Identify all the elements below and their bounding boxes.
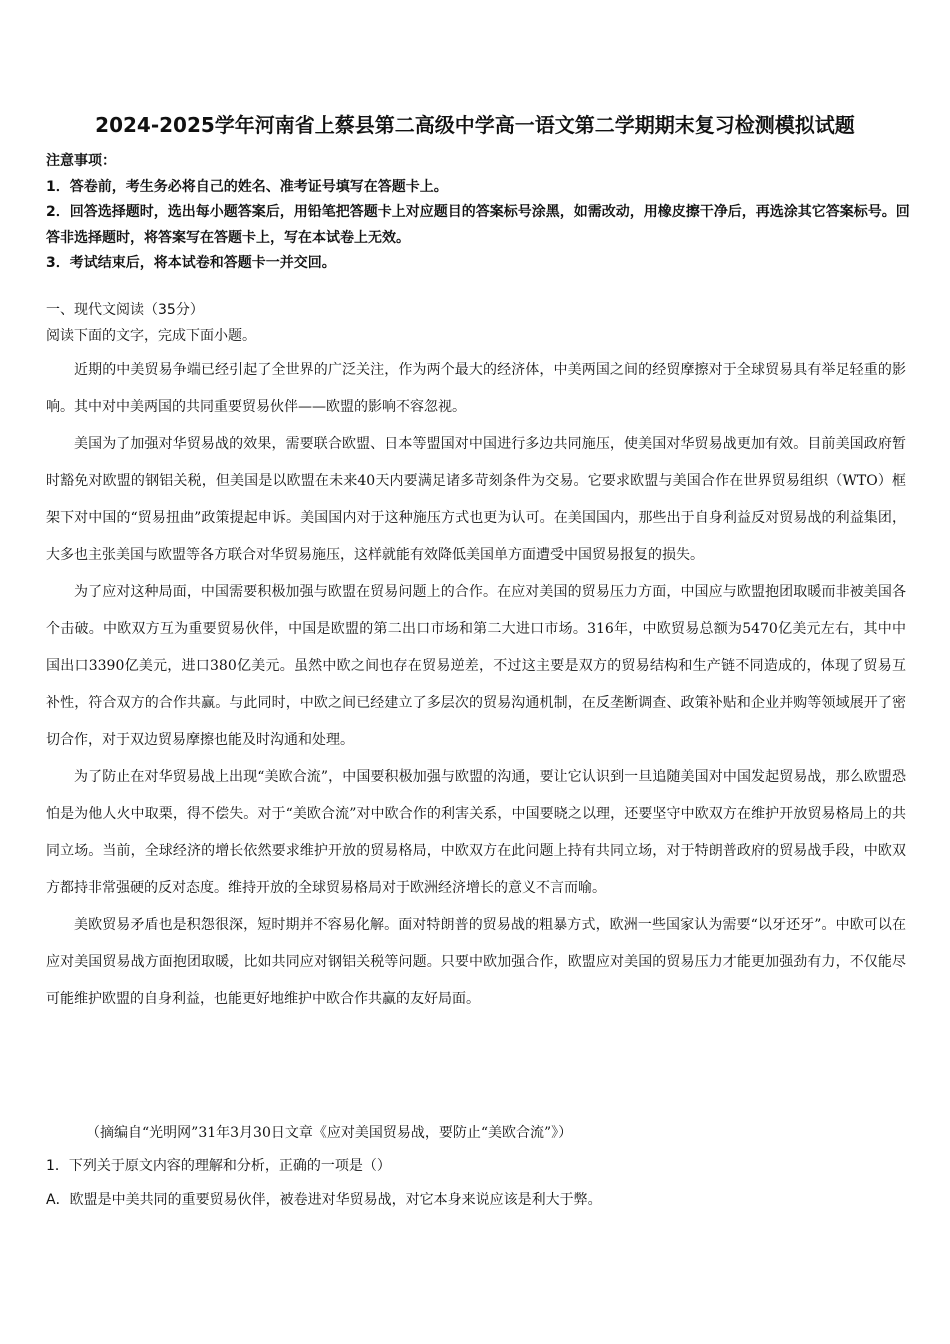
- article-body: [46, 352, 906, 1018]
- notice-item: 1．答卷前，考生务必将自己的姓名、准考证号填写在答题卡上。: [46, 178, 448, 195]
- article-paragraph: 美欧贸易矛盾也是积怨很深，短时期并不容易化解。面对特朗普的贸易战的粗暴方式，欧洲一些国家认为需要“以牙还牙”。中欧可以在应对美国贸易战方面抱团取暖，比如共同应对钢铝关税等问题。只要中欧加强合作，欧盟应对美国的贸易压力才能更加强劲有力，不仅能尽可能维护欧盟的自身利益，也能更好地维护中欧合作共赢的友好局面。: [46, 917, 906, 1007]
- article-paragraph: 近期的中美贸易争端已经引起了全世界的广泛关注，作为两个最大的经济体，中美两国之间的经贸摩擦对于全球贸易具有举足轻重的影响。其中对中美两国的共同重要贸易伙伴——欧盟的影响不容忽视。: [46, 362, 906, 415]
- article-paragraph: 美国为了加强对华贸易战的效果，需要联合欧盟、日本等盟国对中国进行多边共同施压，使美国对华贸易战更加有效。目前美国政府暂时豁免对欧盟的钢铝关税，但美国是以欧盟在未来40天内要满足诸多苛刻条件为交易。它要求欧盟与美国合作在世界贸易组织（WTO）框架下对中国的“贸易扭曲”政策提起申诉。美国国内对于这种施压方式也更为认可。在美国国内，那些出于自身利益反对贸易战的利益集团，大多也主张美国与欧盟等各方联合对华贸易施压，这样就能有效降低美国单方面遭受中国贸易报复的损失。: [46, 436, 906, 563]
- article-paragraph: 为了应对这种局面，中国需要积极加强与欧盟在贸易问题上的合作。在应对美国的贸易压力方面，中国应与欧盟抱团取暖而非被美国各个击破。中欧双方互为重要贸易伙伴，中国是欧盟的第二出口市场和第二大进口市场。316年，中欧贸易总额为5470亿美元左右，其中中国出口3390亿美元，进口380亿美元。虽然中欧之间也存在贸易逆差，不过这主要是双方的贸易结构和生产链不同造成的，体现了贸易互补性，符合双方的合作共赢。与此同时，中欧之间已经建立了多层次的贸易沟通机制，在反垄断调查、政策补贴和企业并购等领域展开了密切合作，对于双边贸易摩擦也能及时沟通和处理。: [46, 584, 906, 748]
- notice-item: 2．回答选择题时，选出每小题答案后，用铅笔把答题卡上对应题目的答案标号涂黑，如需改动，用橡皮擦干净后，再选涂其它答案标号。回答非选择题时，将答案写在答题卡上，写在本试卷上无效。: [46, 204, 910, 246]
- notice-heading: 注意事项：: [46, 153, 116, 169]
- page-title: 2024-2025学年河南省上蔡县第二高级中学高一语文第二学期期末复习检测模拟试题: [95, 113, 855, 137]
- article-paragraph: 为了防止在对华贸易战上出现“美欧合流”，中国要积极加强与欧盟的沟通，要让它认识到一旦追随美国对中国发起贸易战，那么欧盟恐怕是为他人火中取栗，得不偿失。对于“美欧合流”对中欧合作的利害关系，中国要晓之以理，还要坚守中欧双方在维护开放贸易格局上的共同立场。当前，全球经济的增长依然要求维护开放的贸易格局，中欧双方在此问题上持有共同立场，对于特朗普政府的贸易战手段，中欧双方都持非常强硬的反对态度。维持开放的全球贸易格局对于欧洲经济增长的意义不言而喻。: [46, 769, 906, 896]
- section-heading: 一、现代文阅读（35分）: [46, 302, 204, 318]
- question-stem: 1．下列关于原文内容的理解和分析，正确的一项是（）: [46, 1158, 391, 1174]
- article-source: （摘编自“光明网”31年3月30日文章《应对美国贸易战，要防止“美欧合流”》）: [86, 1125, 573, 1141]
- notice-item: 3．考试结束后，将本试卷和答题卡一并交回。: [46, 255, 336, 271]
- question-option-a: A．欧盟是中美共同的重要贸易伙伴，被卷进对华贸易战，对它本身来说应该是利大于弊。: [46, 1192, 602, 1208]
- notice-block: [46, 149, 916, 277]
- section-intro: 阅读下面的文字，完成下面小题。: [46, 328, 256, 344]
